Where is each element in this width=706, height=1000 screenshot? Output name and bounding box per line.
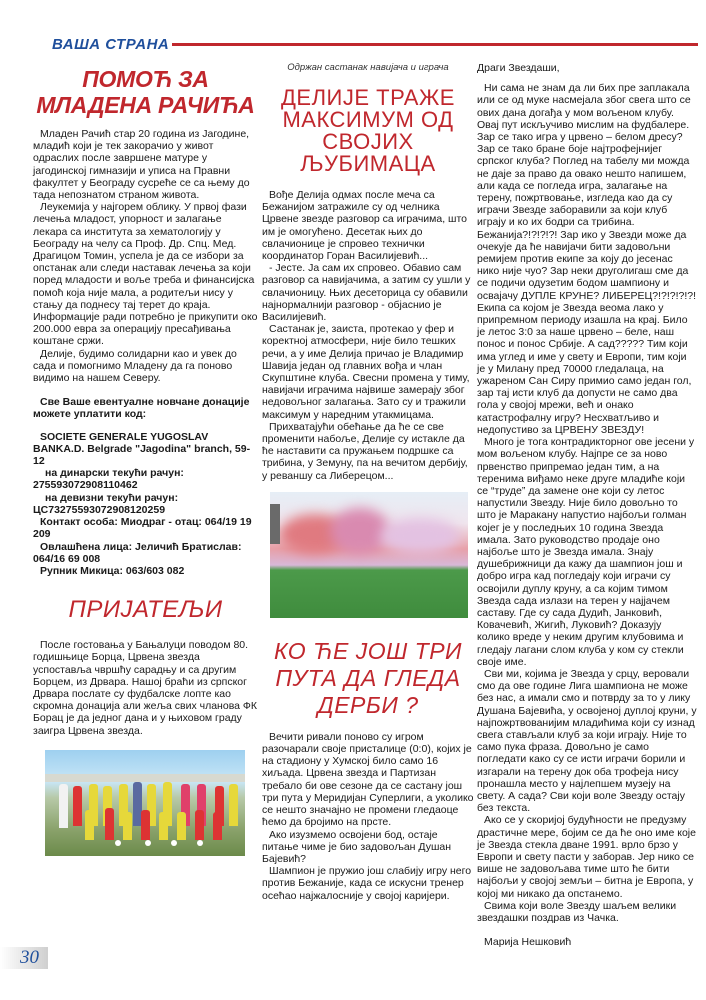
article-paragraph: Вечити ривали поново су игром разочарали своје присталице (0:0), којих је на стадиону у Хумској било само 16 хиљада. Црвена звезда и Партизан требало би ове сезоне да се састану још три пута у Меридијан Суперлиги, а уколико се нешто значајно не промени гледаоце ћемо да бројимо на прсте. — [262, 730, 474, 829]
authorized-persons-2: Рупник Микица: 063/603 082 — [40, 564, 185, 577]
middle-column — [262, 62, 474, 902]
section-title: ВАША СТРАНА — [52, 36, 170, 53]
page-number-tab — [0, 947, 48, 969]
donation-intro: Све Ваше евентуалне новчане донације можете уплатити код: — [33, 396, 250, 421]
article-paragraph: Младен Рачић стар 20 година из Јагодине, младић који је тек закорачио у живот одраслих после завршене матуре у јагодинској гимназији и уписа на Правни факултет у Београду сусреће се са њему до тада непознатом страном живота. — [33, 128, 250, 202]
article-paragraph: Вође Делија одмах после меча са Бежанијом затражиле су од челника Црвене звезде разговор са играчима, што им је омогућено. Десетак њих до свлачионице је спровео технички координатор Горан Василијевић... — [262, 189, 468, 263]
section-header — [52, 36, 698, 56]
right-column — [477, 62, 697, 948]
left-column — [33, 62, 258, 856]
page-number: 30 — [20, 947, 39, 968]
bank-name: SOCIETE GENERALE YUGOSLAV BANKA.D. Belgrade "Jagodina" branch, 59-12 — [33, 430, 251, 468]
letter-paragraph: Свима који воле Звезду шаљем велики звездашки поздрав из Чачка. — [477, 899, 677, 925]
headline-line: КО ЋЕ ЈОШ ТРИ — [273, 637, 463, 664]
friends-paragraph: После гостовања у Бањалуци поводом 80. годишњице Борца, Црвена звезда успоставља чвршћу сарадњу и са другим Борцем, из Дрвара. Нашој браћи из српског Дрвара послате су фудбалске лопте као скромна донација али жеља свих чланова ФК Борац је да једног дана и у њиховом граду заигра Црвена звезда. — [33, 639, 258, 737]
letter-paragraph: Ако се у скоријој будућности не предузму драстичне мере, бојим се да ће оно име које је Звезда стекла дване 1991. врло брзо у Европи и свету пасти у заборав. Јер нико се више не задовољава тиме што ће бити најбољи у својој земљи – битна је Европа, у којој ми никако да опстанемо. — [477, 814, 696, 900]
header-rule — [172, 43, 698, 46]
letter-greeting: Драги Звездаши, — [477, 62, 560, 74]
article-headline-delije — [262, 87, 474, 175]
contact-person: Контакт особа: Миодраг - отац: 064/19 19 209 — [33, 516, 252, 541]
dinar-account: 275593072908110462 — [33, 479, 138, 492]
article-paragraph: Ако изузмемо освојени бод, остаје питање чиме је био задовољан Душан Бајевић? — [262, 828, 452, 865]
team-photo — [45, 750, 245, 856]
headline-line: СВОЈИХ ЉУБИМАЦА — [300, 129, 436, 176]
letter-paragraph: Много је тога контрадикторног ове јесени у мом вољеном клубу. Најпре се за ново првенство припремао један тим, а на теренима виђамо неке друге младиће који се “труде” да замене оне који су летос напустили Звезду. Није било довољно то што је Маракану напустио најбољи голман којег је у последњих 10 година Звезда имала. Зато руководство продаје оно најбоље што је Звезда имала. Знају душебрижници да кажу да шампион још и добро игра кад погледају који играчи су освојили дуплу круну, а са којим тимом Звезда сада излази на терен у најјачем саставу. Где су сада Дудић, Јанковић, Ковачевић, Жигић, Луковић? Доказују колико вреде у неким другим клубовима и гледају лагани слом клуба у ком су стекли своје име. — [477, 436, 695, 668]
letter-paragraph: Ни сама не знам да ли бих пре заплакала или се од муке насмејала због свега што се ових дана догађа у мом вољеном клубу. Овај пут искључиво мислим на фудбалере. Зар се тако игра у црвено – белом дресу? Зар се тако бране боје најтрофејнијег српског клуба? Поглед на табелу ми можда не даје за право да овако нешто напишем, али када се погледа игра, залагање на терену, пожртвовање, изгледа као да су играчи Звезде заборавили за који клуб играју и ко их бодри са трибина. Бежанија?!?!?!?! Зар ико у Звезди може да очекује да ће навијачи бити задовољни ремијем против екипе за коју до јесенас нико није чуо? Зар неки друголигаш сме да се подичи одузетим бодом шампиону и освајачу ДУПЛЕ КРУНЕ? ЛИБЕРЕЦ?!?!?!?!?! Екипа са којом је Звезда веома лако у припремном периоду изашла на крај. Било је летос 3:0 за наше црвено – беле, наш понос и понос Србије. А сад????? Тим који има углед и име у свету и Европи, тим који је у Милану пред 70000 гледалаца, на ужареном Сан Сиру примио само један гол, зар тај исти клуб да допусти не само два гола у својој мрежи, већ и онако катастрофалну игру? Несхватљиво и недопустиво за ЦРВЕНУ ЗВЕЗДУ! — [477, 82, 697, 436]
letter-paragraph: Сви ми, којима је Звезда у срцу, веровали смо да ове године Лига шампиона не може без нас, а имали смо и потврду за то у лику Душана Бајевића, у освојеној дуплој круни, у најпожртвованијим младићима који су изнад свега стављали клуб за који играју. Није то само пука фраза. Довољно је само погледати како су се исти играчи борили и изгарали на терену док оба трофеја нису пронашла место у најлепшем музеју на свету. А сада? Сви који воле Звезду остају без текста. — [477, 667, 697, 815]
headline-line: ПУТА ДА ГЛЕДА — [275, 664, 461, 691]
foreign-account: ЦС73275593072908120259 — [33, 503, 166, 516]
article-paragraph: Леукемија у најгорем облику. У првој фази лечења младост, упорност и залагање лекара са института за хематологију у Београду на челу са Проф. Др. Спц. Мед. Драгицом Томин, успела је да се избори за опстанак али следи наставак лечења за који поред младости и воље треба и финансијска помоћ која није мала, а родитељи нису у стању да поднесу тај терет до краја. Информације ради потребно је прикупити око 200.000 евра за операцију пресађивања коштане сржи. — [33, 201, 258, 348]
headline-line: ПОМОЋ ЗА — [82, 66, 209, 92]
article-paragraph: Састанак је, заиста, протекао у фер и коректној атмосфери, није било тешких речи, а у име Делија причао је Владимир Шавија један од главних вођа и члан Скупштине клуба. Свесни промена у тиму, навијачи играчима највише замерају због недовољног залагања. Зато су и тражили максимум у наредним утакмицама. — [262, 323, 470, 421]
headline-line: МЛАДЕНА РАЧИЋА — [36, 92, 255, 118]
letter-signature: Марија Нешковић — [484, 936, 572, 949]
article-paragraph: - Јесте. Ја сам их спровео. Обавио сам разговор са навијачима, а затим су ушли у свлачионицу. Њих десеторица су обавили најнормалнији разговор - објаснио је Василијевић. — [262, 262, 471, 324]
foreign-account-label: на девизни текући рачун: — [45, 491, 179, 504]
headline-line: ДЕРБИ ? — [317, 691, 419, 718]
stadium-photo — [270, 492, 468, 618]
donation-info — [33, 396, 258, 577]
authorized-persons: Овлашћена лица: Јеличић Братислав: 064/16 69 008 — [33, 540, 242, 565]
article-paragraph: Шампион је пружио још слабију игру него против Бежаније, када се искусни тренер осећао најжалосније у својој каријери. — [262, 865, 472, 902]
article-paragraph: Прихватајући обећање да ће се све променити набоље, Делије су истакле да ће наставити са пружањем подршке са трибина, у Земуну, па на вечитом дербију, у реваншу са Либерецом... — [262, 420, 468, 482]
derby-headline — [262, 638, 474, 719]
friends-headline: ПРИЈАТЕЉИ — [68, 596, 223, 624]
headline-line: ДЕЛИЈЕ ТРАЖЕ — [281, 85, 455, 110]
dinar-account-label: на динарски текући рачун: — [45, 467, 184, 480]
headline-line: МАКСИМУМ ОД — [282, 107, 454, 132]
article-kicker: Одржан састанак навијача и играча — [287, 62, 449, 73]
article-paragraph: Делије, будимо солидарни као и увек до сада и помогнимо Младену да га поново видимо на нашем Северу. — [33, 347, 237, 385]
article-headline-mladen — [33, 66, 258, 118]
